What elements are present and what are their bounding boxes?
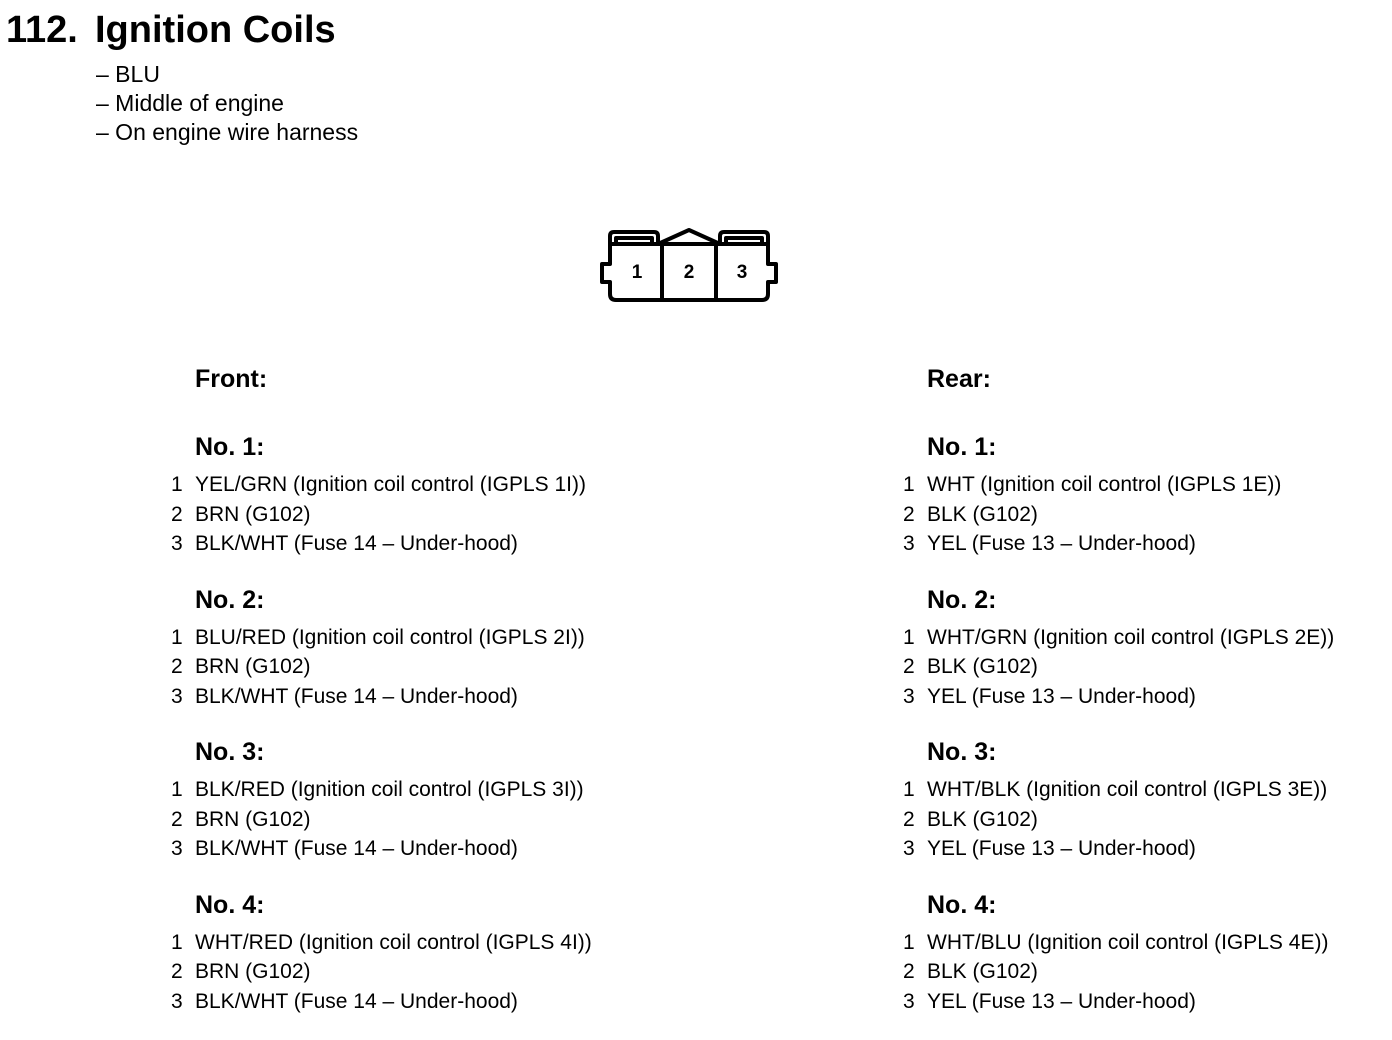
page-title	[6, 8, 336, 52]
connector-harness: – On engine wire harness	[96, 119, 359, 145]
coil-title: No. 3:	[195, 738, 265, 766]
front-coil-2	[167, 583, 647, 712]
pin-number: 1	[903, 473, 915, 496]
pin-label-1: 1	[631, 262, 643, 283]
pin-row	[167, 623, 647, 653]
pin-number: 3	[171, 837, 183, 860]
rear-coil-1	[899, 430, 1379, 559]
pin-number: 3	[171, 532, 183, 555]
pin-description: BLK/WHT (Fuse 14 – Under-hood)	[195, 684, 518, 708]
pin-description: YEL (Fuse 13 – Under-hood)	[927, 532, 1196, 555]
pin-row	[899, 682, 1379, 712]
pin-description: YEL/GRN (Ignition coil control (IGPLS 1I))	[195, 473, 586, 496]
coil-title: No. 2:	[195, 585, 265, 614]
pin-description: WHT/BLU (Ignition coil control (IGPLS 4E))	[927, 930, 1329, 954]
connector-info	[96, 60, 358, 147]
pin-number: 3	[903, 532, 915, 555]
pin-row	[167, 529, 647, 559]
pin-number: 1	[171, 930, 183, 954]
pin-row	[167, 805, 647, 835]
pin-description: BLK/RED (Ignition coil control (IGPLS 3I))	[195, 778, 584, 801]
pin-description: BLK (G102)	[927, 655, 1038, 678]
pin-number: 2	[903, 960, 915, 983]
pin-number: 1	[171, 625, 183, 649]
pin-row	[899, 529, 1379, 559]
rear-column	[899, 362, 1379, 1040]
front-heading: Front:	[195, 365, 268, 393]
pin-description: WHT/RED (Ignition coil control (IGPLS 4I))	[195, 930, 592, 954]
pin-row	[899, 623, 1379, 653]
pin-number: 2	[171, 502, 183, 526]
pin-number: 1	[171, 473, 183, 496]
coil-title: No. 3:	[927, 738, 997, 766]
pin-description: YEL (Fuse 13 – Under-hood)	[927, 684, 1196, 708]
pin-row	[899, 957, 1379, 987]
front-coil-4	[167, 888, 647, 1017]
pin-number: 2	[903, 807, 915, 831]
rear-heading: Rear:	[927, 365, 991, 393]
pin-description: WHT/BLK (Ignition coil control (IGPLS 3E))	[927, 778, 1328, 801]
pin-row	[167, 682, 647, 712]
pin-number: 3	[903, 989, 915, 1013]
pin-row	[899, 987, 1379, 1017]
connector-location: – Middle of engine	[96, 90, 284, 116]
section-number: 112.	[6, 9, 78, 51]
front-coil-1	[167, 430, 647, 559]
pin-number: 2	[171, 960, 183, 983]
pin-row	[899, 500, 1379, 530]
pin-row	[899, 470, 1379, 500]
pin-description: BLK (G102)	[927, 502, 1038, 526]
pin-number: 2	[903, 655, 915, 678]
pin-label-2: 2	[683, 262, 695, 283]
section-title: Ignition Coils	[95, 9, 336, 51]
connector-color: – BLU	[96, 61, 160, 87]
pin-row	[167, 928, 647, 958]
coil-title: No. 1:	[195, 433, 265, 461]
pin-number: 3	[903, 837, 915, 860]
coil-title: No. 2:	[927, 585, 997, 614]
pin-row	[167, 775, 647, 805]
pin-description: BLK (G102)	[927, 960, 1038, 983]
pin-number: 3	[171, 684, 183, 708]
pin-row	[899, 928, 1379, 958]
pin-description: BLK (G102)	[927, 807, 1038, 831]
rear-coil-2	[899, 583, 1379, 712]
pin-row	[899, 834, 1379, 864]
pin-number: 1	[171, 778, 183, 801]
coil-title: No. 4:	[195, 890, 265, 919]
pin-number: 1	[903, 778, 915, 801]
rear-coil-4	[899, 888, 1379, 1017]
pin-description: BLK/WHT (Fuse 14 – Under-hood)	[195, 532, 518, 555]
pin-row	[899, 652, 1379, 682]
pin-description: BLK/WHT (Fuse 14 – Under-hood)	[195, 989, 518, 1013]
pin-row	[899, 805, 1379, 835]
coil-title: No. 4:	[927, 890, 997, 919]
pin-row	[167, 500, 647, 530]
pin-number: 2	[171, 655, 183, 678]
pin-number: 2	[903, 502, 915, 526]
pin-description: BLU/RED (Ignition coil control (IGPLS 2I))	[195, 625, 585, 649]
connector-diagram	[596, 226, 782, 306]
pin-description: BRN (G102)	[195, 960, 311, 983]
pin-number: 3	[903, 684, 915, 708]
front-column	[167, 362, 647, 1040]
pin-description: YEL (Fuse 13 – Under-hood)	[927, 837, 1196, 860]
pin-row	[167, 652, 647, 682]
coil-title: No. 1:	[927, 433, 997, 461]
pin-row	[167, 470, 647, 500]
pin-description: YEL (Fuse 13 – Under-hood)	[927, 989, 1196, 1013]
pin-number: 1	[903, 930, 915, 954]
pin-description: BRN (G102)	[195, 807, 311, 831]
pin-description: WHT (Ignition coil control (IGPLS 1E))	[927, 473, 1282, 496]
pin-description: BLK/WHT (Fuse 14 – Under-hood)	[195, 837, 518, 860]
pin-row	[167, 987, 647, 1017]
pin-number: 2	[171, 807, 183, 831]
front-coil-3	[167, 735, 647, 864]
pin-row	[167, 834, 647, 864]
pin-number: 3	[171, 989, 183, 1013]
pin-label-3: 3	[736, 262, 748, 283]
pin-row	[167, 957, 647, 987]
pin-row	[899, 775, 1379, 805]
pin-description: BRN (G102)	[195, 502, 311, 526]
pin-description: WHT/GRN (Ignition coil control (IGPLS 2E))	[927, 625, 1335, 649]
pin-description: BRN (G102)	[195, 655, 311, 678]
pin-number: 1	[903, 625, 915, 649]
rear-coil-3	[899, 735, 1379, 864]
